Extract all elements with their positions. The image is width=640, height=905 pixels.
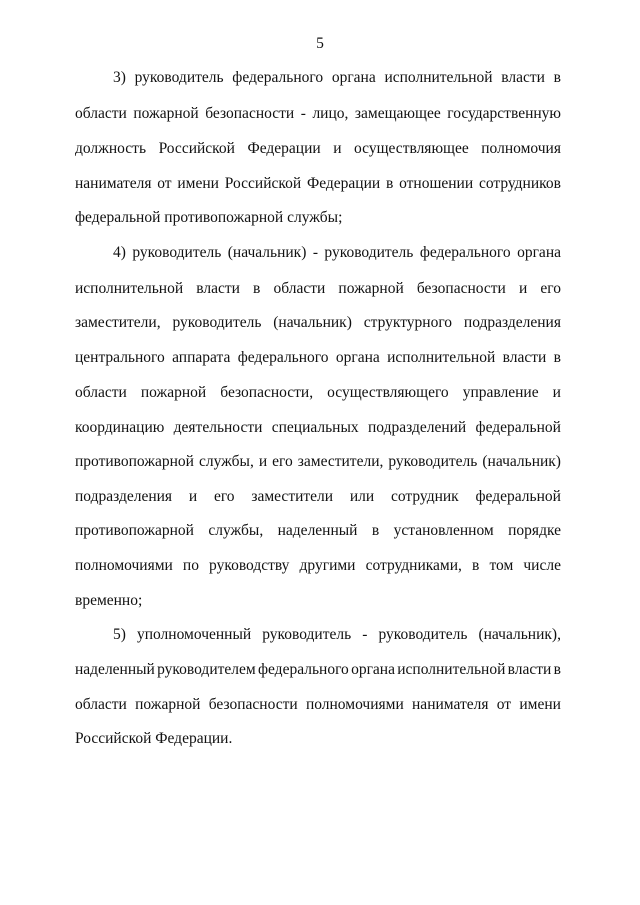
text-line: временно; [75, 592, 143, 609]
text-line: федеральной противопожарной службы; [75, 209, 343, 226]
text-line: области пожарной безопасности - лицо, замещающее государственную [75, 105, 561, 122]
text-line: наделенный руководителем федерального органа исполнительной власти в [75, 661, 561, 678]
text-line: исполнительной власти в области пожарной безопасности и его [75, 280, 561, 297]
page-number: 5 [316, 35, 324, 52]
text-line: области пожарной безопасности полномочиями нанимателя от имени [75, 696, 561, 713]
text-line: заместители, руководитель (начальник) структурного подразделения [75, 314, 561, 331]
text-line: противопожарной службы, наделенный в установленном порядке [75, 522, 561, 539]
text-line: противопожарной службы, и его заместители, руководитель (начальник) [75, 453, 561, 470]
text-line: координацию деятельности специальных подразделений федеральной [75, 419, 561, 436]
text-line: 3) руководитель федерального органа исполнительной власти в [113, 69, 561, 86]
text-line: нанимателя от имени Российской Федерации в отношении сотрудников [75, 175, 561, 192]
text-line: Российской Федерации. [75, 730, 233, 747]
text-line: центрального аппарата федерального органа исполнительной власти в [75, 349, 561, 366]
text-line: области пожарной безопасности, осуществляющего управление и [75, 384, 561, 401]
text-line: 4) руководитель (начальник) - руководитель федерального органа [113, 244, 561, 261]
text-line: полномочиями по руководству другими сотрудниками, в том числе [75, 557, 561, 574]
text-line: 5) уполномоченный руководитель - руководитель (начальник), [113, 626, 561, 643]
text-line: должность Российской Федерации и осуществляющее полномочия [75, 140, 561, 157]
text-line: подразделения и его заместители или сотрудник федеральной [75, 488, 561, 505]
